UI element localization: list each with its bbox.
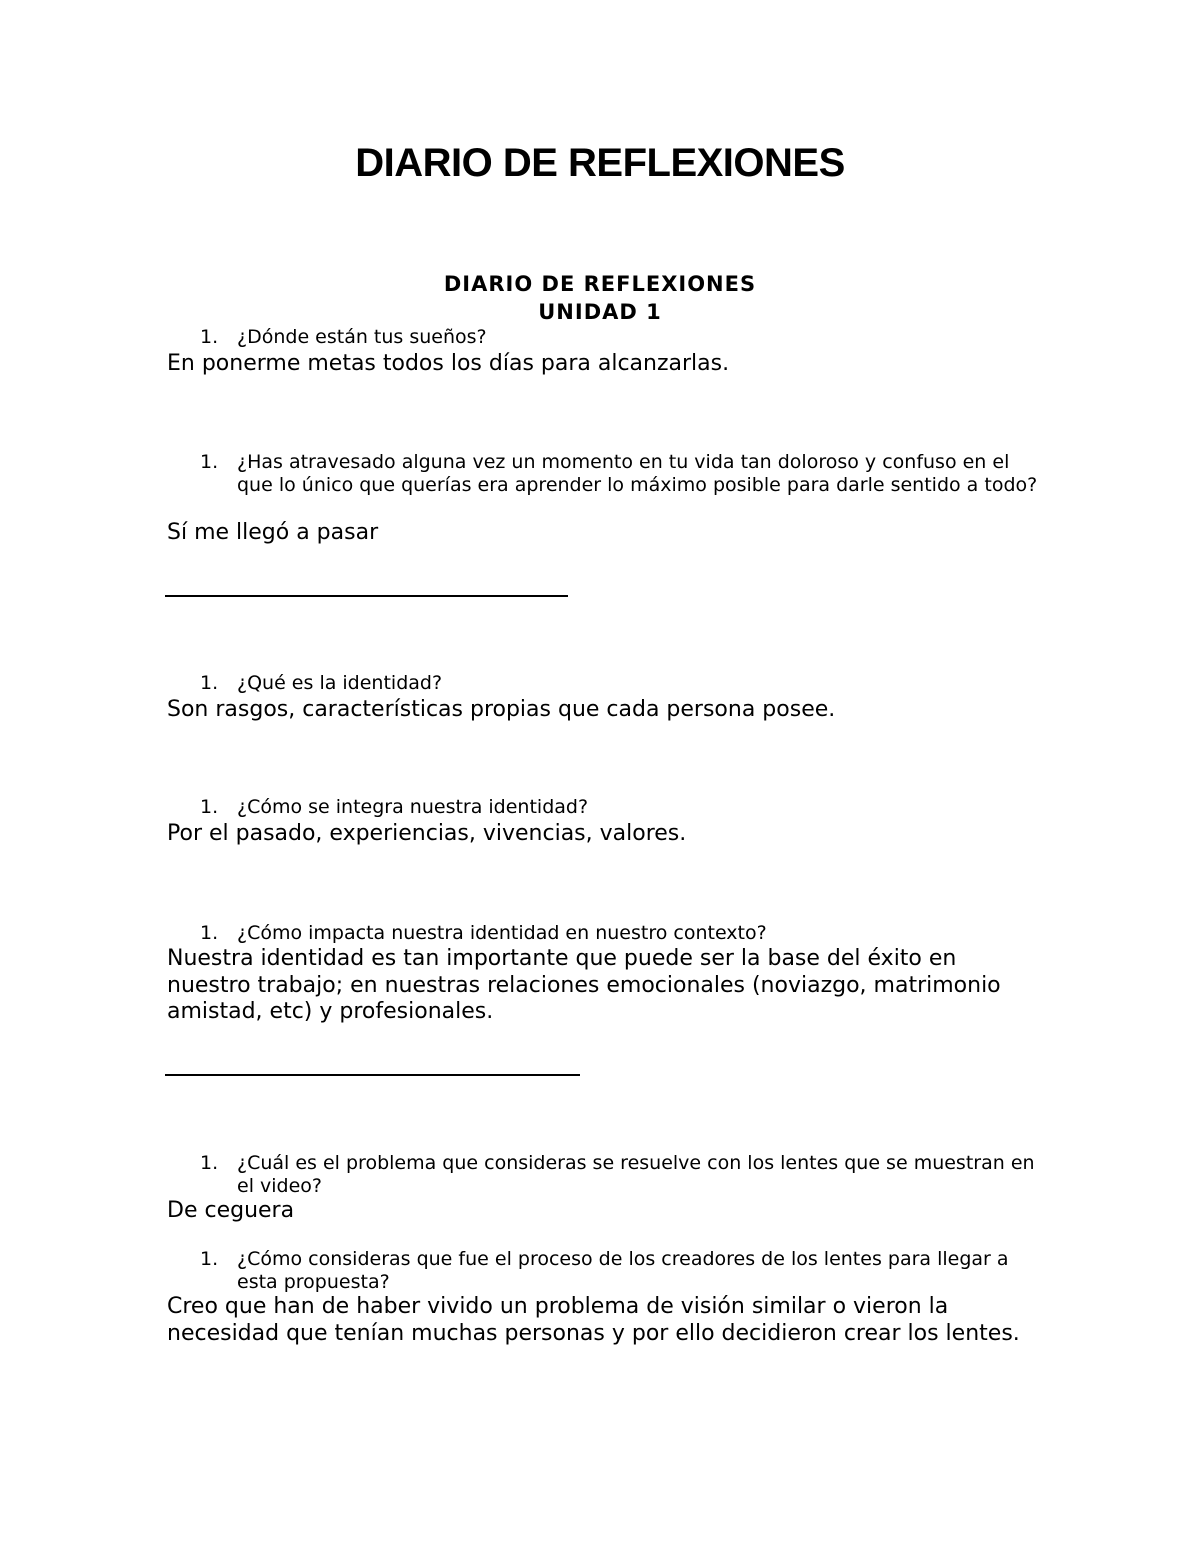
answer-1: En ponerme metas todos los días para alcanzarlas.	[167, 351, 730, 376]
question-5	[200, 922, 1040, 945]
list-number: 1.	[200, 451, 219, 473]
list-number: 1.	[200, 1152, 219, 1174]
list-number: 1.	[200, 796, 219, 818]
list-number: 1.	[200, 1248, 219, 1270]
question-1	[200, 326, 1040, 349]
question-2	[200, 451, 1040, 497]
question-3	[200, 672, 1040, 695]
question-7	[200, 1248, 1040, 1294]
answer-3: Son rasgos, características propias que cada persona posee.	[167, 697, 836, 722]
page-title: DIARIO DE REFLEXIONES	[355, 141, 845, 185]
question-6	[200, 1152, 1040, 1198]
question-4	[200, 796, 1040, 819]
answer-4: Por el pasado, experiencias, vivencias, valores.	[167, 821, 687, 846]
question-text: ¿Qué es la identidad?	[237, 672, 443, 694]
list-number: 1.	[200, 326, 219, 348]
unit-label: UNIDAD 1	[538, 300, 662, 324]
answer-7: Creo que han de haber vivido un problema de visión similar o vieron la necesidad que tenían muchas personas y por ello decidieron crear los lentes.	[167, 1294, 1020, 1346]
question-text: ¿Cómo impacta nuestra identidad en nuestro contexto?	[237, 922, 767, 944]
question-text: ¿Cuál es el problema que consideras se resuelve con los lentes que se muestran en el video?	[237, 1152, 1035, 1197]
question-text: ¿Dónde están tus sueños?	[237, 326, 487, 348]
question-text: ¿Cómo consideras que fue el proceso de los creadores de los lentes para llegar a esta propuesta?	[237, 1248, 1009, 1293]
list-number: 1.	[200, 672, 219, 694]
list-number: 1.	[200, 922, 219, 944]
question-text: ¿Cómo se integra nuestra identidad?	[237, 796, 589, 818]
divider-line	[165, 1074, 580, 1076]
divider-line	[165, 595, 568, 597]
answer-6: De ceguera	[167, 1198, 295, 1223]
answer-5: Nuestra identidad es tan importante que puede ser la base del éxito en nuestro trabajo; en nuestras relaciones emocionales (noviazgo, matrimonio amistad, etc) y profesionales.	[167, 946, 1001, 1024]
question-text: ¿Has atravesado alguna vez un momento en tu vida tan doloroso y confuso en el que lo único que querías era aprender lo máximo posible para darle sentido a todo?	[237, 451, 1038, 496]
subtitle: DIARIO DE REFLEXIONES	[443, 272, 757, 296]
answer-2: Sí me llegó a pasar	[167, 520, 379, 545]
